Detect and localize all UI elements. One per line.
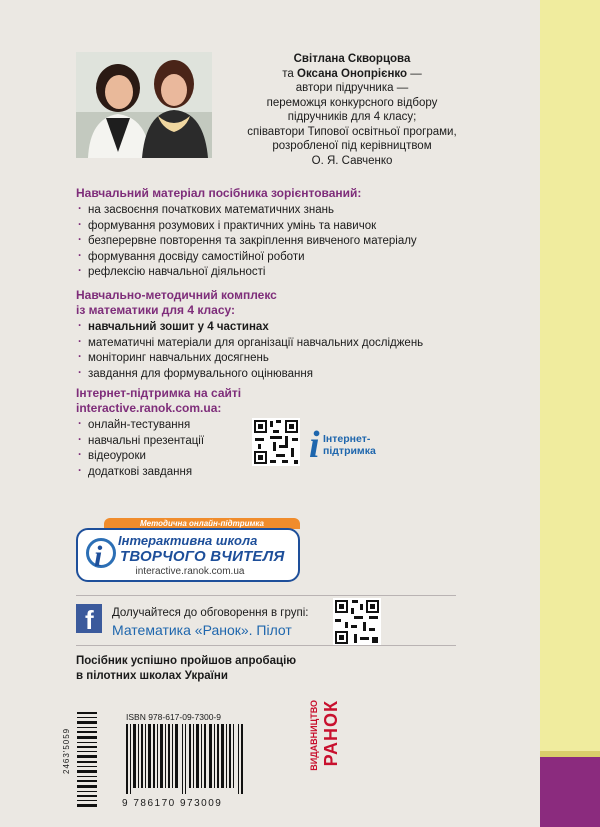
authors-text	[232, 52, 472, 168]
ean-digits: 9 786170 973009	[122, 798, 223, 809]
section3-title-line: Інтернет-підтримка на сайті	[76, 386, 242, 400]
section2-title-line: із математики для 4 класу:	[76, 303, 235, 317]
qr-code-icon[interactable]	[252, 418, 300, 466]
approbation-text	[76, 654, 296, 684]
internet-support-line: Інтернет-	[323, 433, 371, 445]
list-item: · завдання для формувального оцінювання	[76, 367, 423, 383]
authors-desc-line: О. Я. Савченко	[311, 154, 393, 167]
facebook-letter: f	[85, 605, 94, 635]
badge-url: interactive.ranok.com.ua	[135, 566, 245, 577]
divider	[76, 645, 456, 646]
authors-photo-illustration	[76, 52, 212, 158]
authors-desc-line: переможця конкурсного відбору	[266, 96, 438, 109]
list-item: · формування розумових і практичних умінь та навичок	[76, 219, 417, 235]
badge-top-label: Методична онлайн-підтримка	[104, 518, 300, 529]
section3-list	[76, 418, 204, 480]
publisher-big: РАНОК	[321, 700, 341, 767]
approbation-line: Посібник успішно пройшов апробацію	[76, 655, 297, 667]
divider	[76, 595, 456, 596]
right-color-strip	[540, 0, 600, 827]
list-item: · відеоуроки	[76, 449, 204, 465]
interactive-school-badge[interactable]	[76, 515, 301, 585]
section2-list	[76, 320, 423, 382]
list-item: · навчальний зошит у 4 частинах	[76, 320, 423, 336]
author-name-2: Оксана Онопрієнко	[297, 67, 408, 80]
authors-conj: та	[282, 67, 294, 80]
section3-title-line: interactive.ranok.com.ua:	[76, 401, 222, 415]
publisher-small: ВИДАВНИЦТВО	[309, 700, 319, 771]
barcode	[126, 724, 246, 794]
internet-support-logo	[309, 424, 389, 466]
section2-title-line: Навчально-методичний комплекс	[76, 288, 277, 302]
authors-desc-line: співавтори Типової освітньої програми,	[247, 125, 457, 138]
list-item: · безперервне повторення та закріплення вивченого матеріалу	[76, 234, 417, 250]
side-barcode	[77, 712, 111, 808]
list-item: · на засвоєння початкових математичних знань	[76, 203, 417, 219]
list-item: · математичні матеріали для організації навчальних досліджень	[76, 336, 423, 352]
facebook-icon[interactable]	[76, 604, 102, 633]
authors-photo	[76, 52, 212, 158]
authors-dash: —	[410, 67, 422, 80]
barcode-bars	[126, 724, 246, 794]
list-item: · навчальні презентації	[76, 434, 204, 450]
join-text: Долучайтеся до обговорення в групі:	[112, 607, 309, 619]
list-item: · онлайн-тестування	[76, 418, 204, 434]
list-item: · додаткові завдання	[76, 465, 204, 481]
isbn-text: ISBN 978-617-09-7300-9	[126, 712, 221, 722]
qr-code-pattern	[333, 598, 381, 646]
authors-desc-line: розробленої під керівництвом	[272, 140, 432, 152]
authors-desc-line: підручників для 4 класу;	[287, 111, 417, 123]
badge-i-icon: i	[94, 540, 103, 573]
internet-support-line: підтримка	[323, 445, 376, 457]
section1-list	[76, 203, 417, 281]
internet-support-label	[323, 433, 376, 457]
badge-line2: ТВОРЧОГО ВЧИТЕЛЯ	[120, 548, 285, 565]
info-i-icon: i	[309, 424, 320, 466]
side-barcode-bars	[77, 712, 111, 808]
approbation-line: в пілотних школах України	[76, 670, 228, 682]
author-name-1: Світлана Скворцова	[293, 53, 411, 65]
badge-line1: Інтерактивна школа	[118, 533, 258, 548]
authors-desc-line: автори підручника —	[295, 82, 409, 94]
section3-title	[76, 386, 241, 416]
qr-code-pattern	[252, 418, 300, 466]
section2-title	[76, 288, 277, 318]
section1-title: Навчальний матеріал посібника зорієнтований:	[76, 186, 362, 200]
strip-purple	[540, 757, 600, 827]
barcode-side-digits: 2463'5059	[62, 727, 71, 774]
badge-box	[76, 528, 300, 582]
group-link[interactable]: Математика «Ранок». Пілот	[112, 622, 292, 638]
qr-code-group-icon[interactable]	[333, 598, 381, 646]
list-item: · моніторинг навчальних досягнень	[76, 351, 423, 367]
list-item: · рефлексію навчальної діяльності	[76, 265, 417, 281]
list-item: · формування досвіду самостійної роботи	[76, 250, 417, 266]
publisher-logo	[307, 700, 341, 810]
